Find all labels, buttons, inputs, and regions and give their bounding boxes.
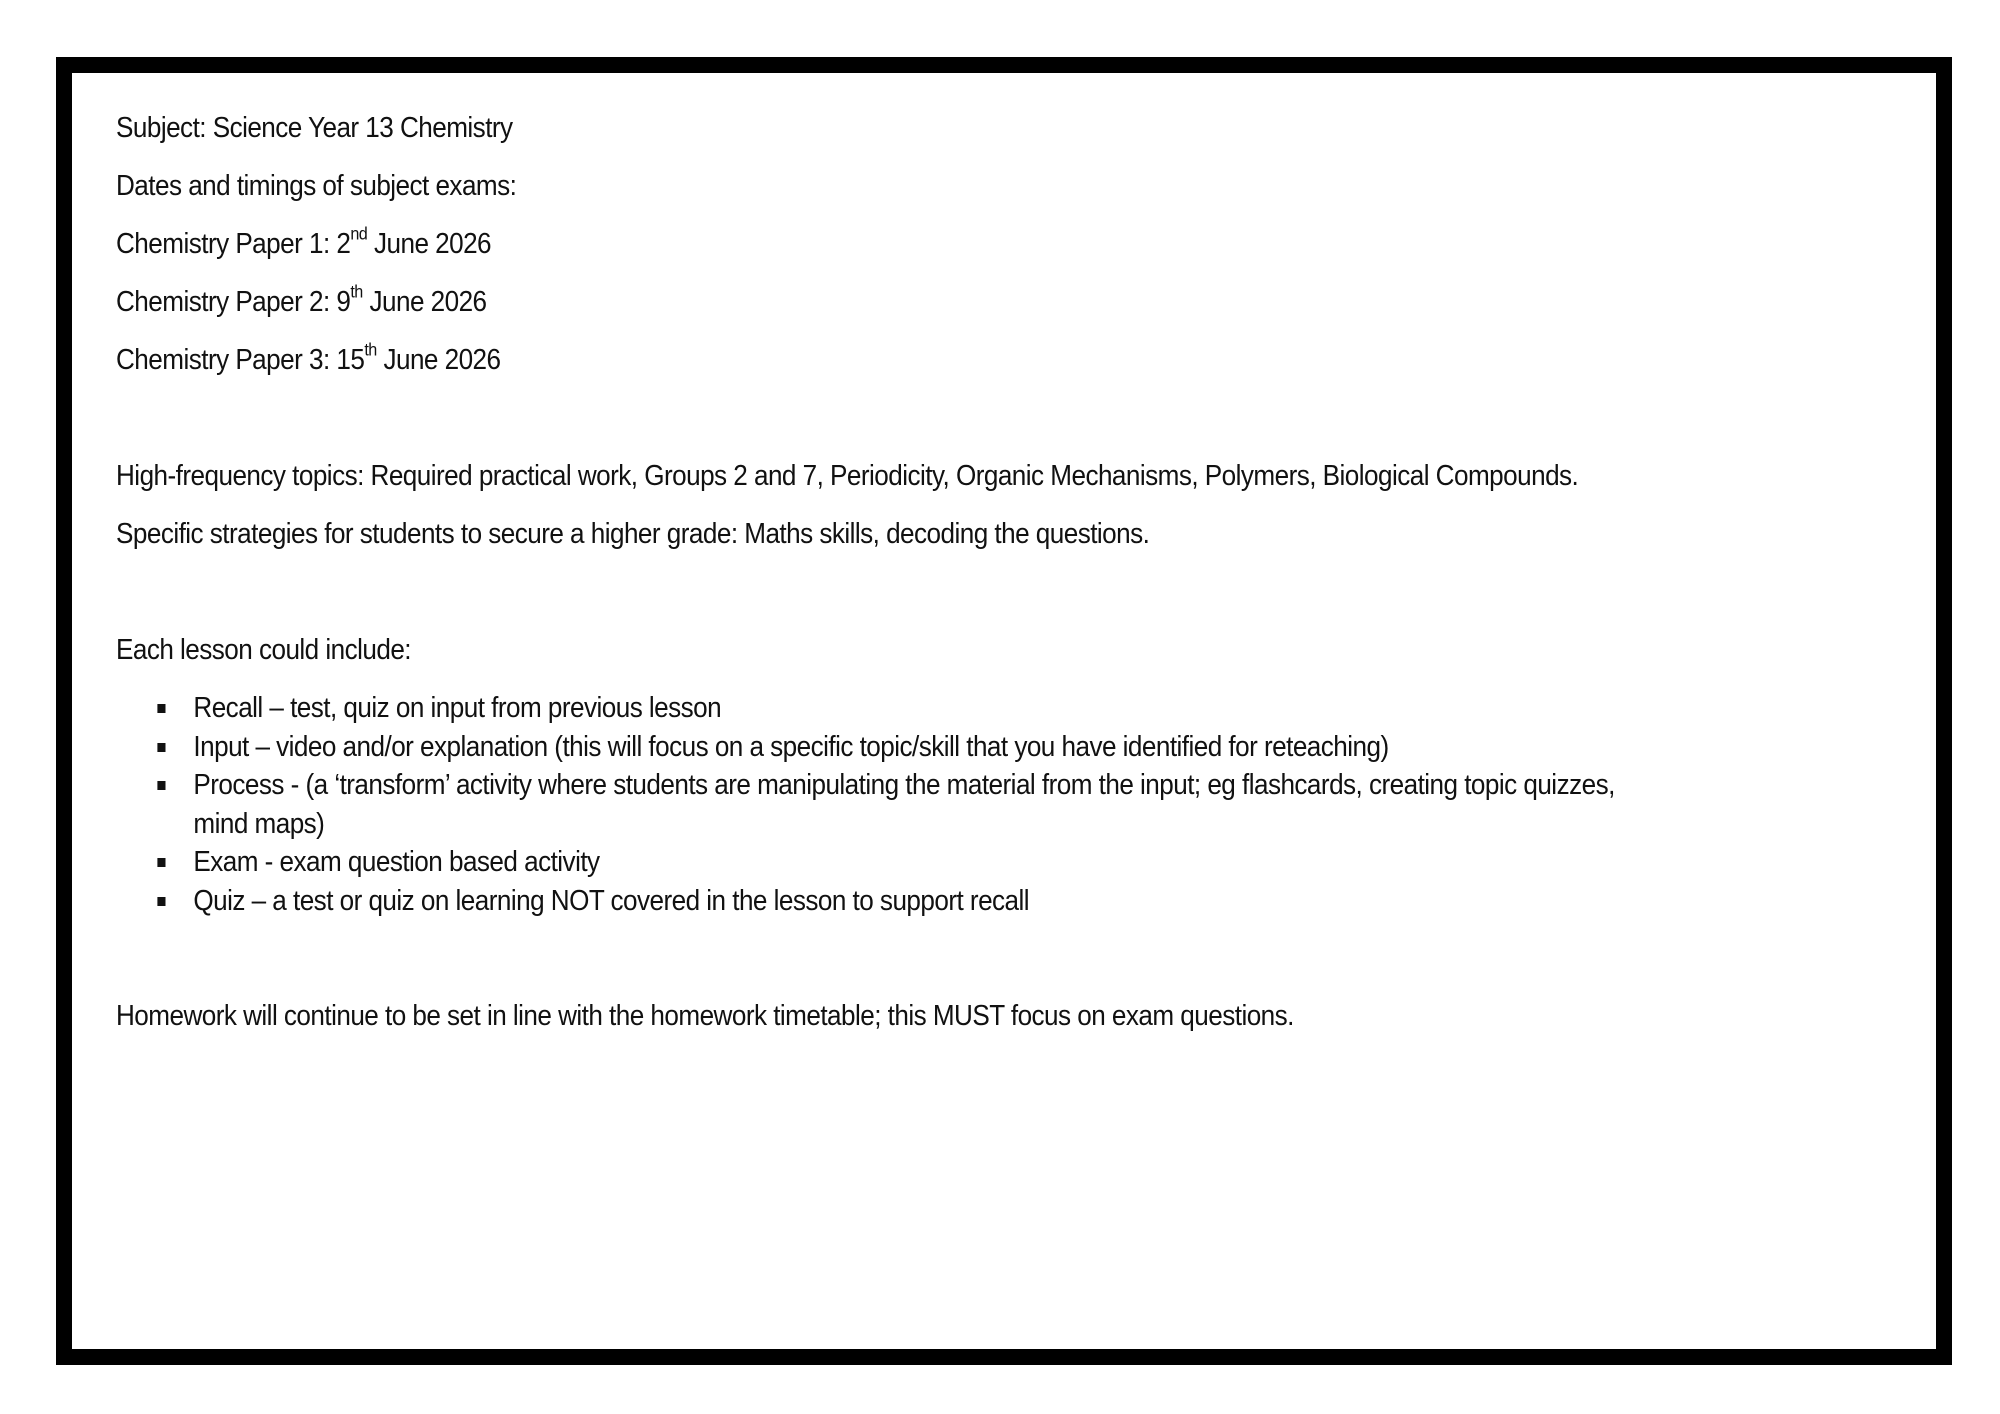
paper-1-line: Chemistry Paper 1: 2nd June 2026 [116, 223, 492, 260]
square-bullet-icon [157, 858, 165, 867]
subject-line: Subject: Science Year 13 Chemistry [116, 112, 513, 144]
square-bullet-icon [157, 704, 165, 713]
ordinal-suffix: th [364, 339, 377, 360]
paper-2-line: Chemistry Paper 2: 9th June 2026 [116, 281, 487, 318]
homework-line: Homework will continue to be set in line with the homework timetable; this MUST focus on exam questions. [116, 1000, 1294, 1032]
list-item: Input – video and/or explanation (this will focus on a specific topic/skill that you have identified for reteaching) [116, 728, 1646, 767]
list-item: Process - (a ‘transform’ activity where students are manipulating the material from the input; eg flashcards, creating topic quizzes, mind maps) [116, 766, 1646, 843]
ordinal-suffix: th [350, 281, 363, 302]
exam-dates-heading: Dates and timings of subject exams: [116, 170, 517, 202]
list-item: Exam - exam question based activity [116, 843, 1646, 882]
square-bullet-icon [157, 897, 165, 906]
lesson-heading: Each lesson could include: [116, 634, 412, 666]
strategies-line: Specific strategies for students to secure a higher grade: Maths skills, decoding the questions. [116, 518, 1150, 550]
document-body [116, 110, 1646, 1034]
paper-3-line: Chemistry Paper 3: 15th June 2026 [116, 339, 501, 376]
high-frequency-topics: High-frequency topics: Required practical work, Groups 2 and 7, Periodicity, Organic Mechanisms, Polymers, Biological Compounds. [116, 460, 1579, 492]
lesson-items-list [116, 689, 1646, 920]
square-bullet-icon [157, 743, 165, 752]
square-bullet-icon [157, 781, 165, 790]
list-item: Recall – test, quiz on input from previous lesson [116, 689, 1646, 728]
list-item: Quiz – a test or quiz on learning NOT covered in the lesson to support recall [116, 882, 1646, 921]
ordinal-suffix: nd [350, 223, 368, 244]
